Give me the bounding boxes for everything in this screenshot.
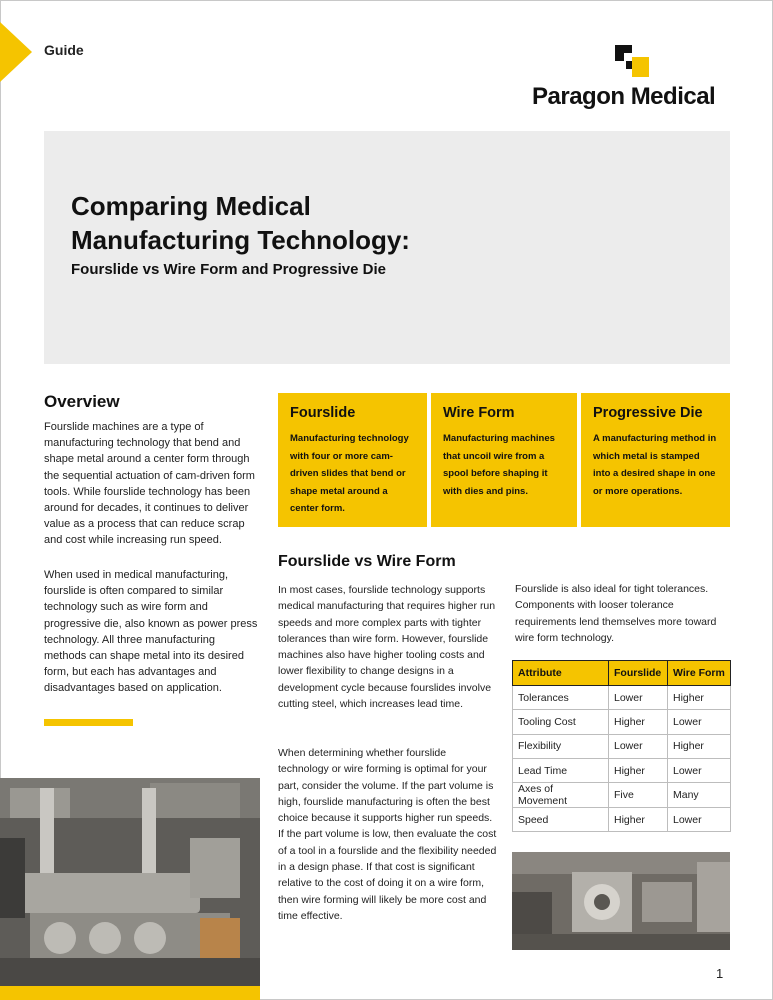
- tooling-photo-illustration: [512, 852, 730, 950]
- hero-banner: [44, 131, 730, 364]
- table-row: [513, 783, 731, 808]
- paragon-logo-mark-icon: [615, 45, 649, 77]
- overview-paragraph: When used in medical manufacturing, fourslide is often compared to similar technology such as wire form and progressive die, also known as power press technology. All three manufacturing methods can shape metal into its desired form, but each has advantages and disadvantages based on application.: [44, 569, 258, 695]
- card-text: A manufacturing method in which metal is stamped into a desired shape in one or more operations.: [593, 433, 717, 497]
- card-text: Manufacturing machines that uncoil wire from a spool before shaping it with dies and pins.: [443, 433, 555, 497]
- card-title: Fourslide: [290, 405, 356, 421]
- table-cell: Tolerances: [513, 686, 609, 710]
- table-cell: Higher: [609, 758, 668, 782]
- table-row: [513, 710, 731, 734]
- definition-card-wire-form: [431, 393, 577, 527]
- table-cell: Tooling Cost: [513, 710, 609, 734]
- machine-photo-illustration: [0, 778, 260, 986]
- card-title: Progressive Die: [593, 405, 703, 421]
- table-row: [513, 808, 731, 832]
- card-text: Manufacturing technology with four or more cam-driven slides that bend or shape metal around a center form.: [290, 433, 409, 514]
- tooling-closeup-photo: [512, 852, 730, 950]
- fourslide-machine-photo: [0, 778, 260, 986]
- table-cell: Higher: [668, 734, 731, 758]
- overview-heading: Overview: [44, 392, 120, 411]
- table-header-cell: Fourslide: [609, 661, 668, 686]
- corner-accent-triangle: [0, 22, 32, 82]
- table-cell: Higher: [609, 808, 668, 832]
- definition-card-progressive-die: [581, 393, 730, 527]
- table-cell: Higher: [668, 686, 731, 710]
- table-cell: Lower: [609, 734, 668, 758]
- table-row: [513, 686, 731, 710]
- table-cell: Flexibility: [513, 734, 609, 758]
- table-cell: Speed: [513, 808, 609, 832]
- table-cell: Lower: [609, 686, 668, 710]
- table-cell: Higher: [609, 710, 668, 734]
- table-cell: Lower: [668, 808, 731, 832]
- table-cell: Five: [609, 783, 668, 808]
- table-cell: Axes of Movement: [513, 783, 609, 808]
- table-row: [513, 758, 731, 782]
- table-cell: Lead Time: [513, 758, 609, 782]
- overview-paragraph: Fourslide machines are a type of manufacturing technology that bend and shape metal around a center form through the sequential actuation of cam-driven form tools. While fourslide technology has been around for decades, it continues to deliver value as a process that can reduce scrap and cost while increasing run speed.: [44, 421, 255, 547]
- bottom-accent-bar: [0, 986, 260, 1000]
- table-header-cell: Wire Form: [668, 661, 731, 686]
- page-title: Comparing Medical Manufacturing Technology:: [71, 191, 410, 255]
- comparison-paragraph: When determining whether fourslide technology or wire forming is optimal for your part, consider the volume. If the part volume is high, fourslide manufacturing is often the best choice because it supports higher run speeds. If the part volume is low, then evaluate the cost of a tool in a fourslide and the flexibility needed in a design phase. If that cost is significant relative to the cost of doing it on a wire form, then wire forming will likely be more cost and time effective.: [278, 747, 497, 922]
- table-header-row: [513, 661, 731, 686]
- table-cell: Lower: [668, 758, 731, 782]
- tolerance-paragraph: Fourslide is also ideal for tight tolerances. Components with looser tolerance requirements lend themselves more toward wire form technology.: [515, 583, 717, 644]
- definition-card-fourslide: [278, 393, 427, 527]
- section-heading: Fourslide vs Wire Form: [278, 553, 456, 570]
- table-header-cell: Attribute: [513, 661, 609, 686]
- comparison-table: [512, 660, 731, 832]
- yellow-divider: [44, 719, 133, 726]
- guide-label: Guide: [44, 42, 84, 58]
- logo-text: Paragon Medical: [532, 83, 716, 110]
- page-number: 1: [716, 966, 724, 981]
- table-cell: Many: [668, 783, 731, 808]
- card-title: Wire Form: [443, 405, 515, 421]
- page-subtitle: Fourslide vs Wire Form and Progressive Die: [71, 261, 386, 278]
- comparison-paragraph: In most cases, fourslide technology supports medical manufacturing that requires higher run speeds and more complex parts with tighter tolerances than wire form. However, fourslide machines also have higher tooling costs and lower flexibility to change designs in a development cycle because fourslides involve cutting steel, which increases lead time.: [278, 584, 496, 711]
- table-row: [513, 734, 731, 758]
- table-cell: Lower: [668, 710, 731, 734]
